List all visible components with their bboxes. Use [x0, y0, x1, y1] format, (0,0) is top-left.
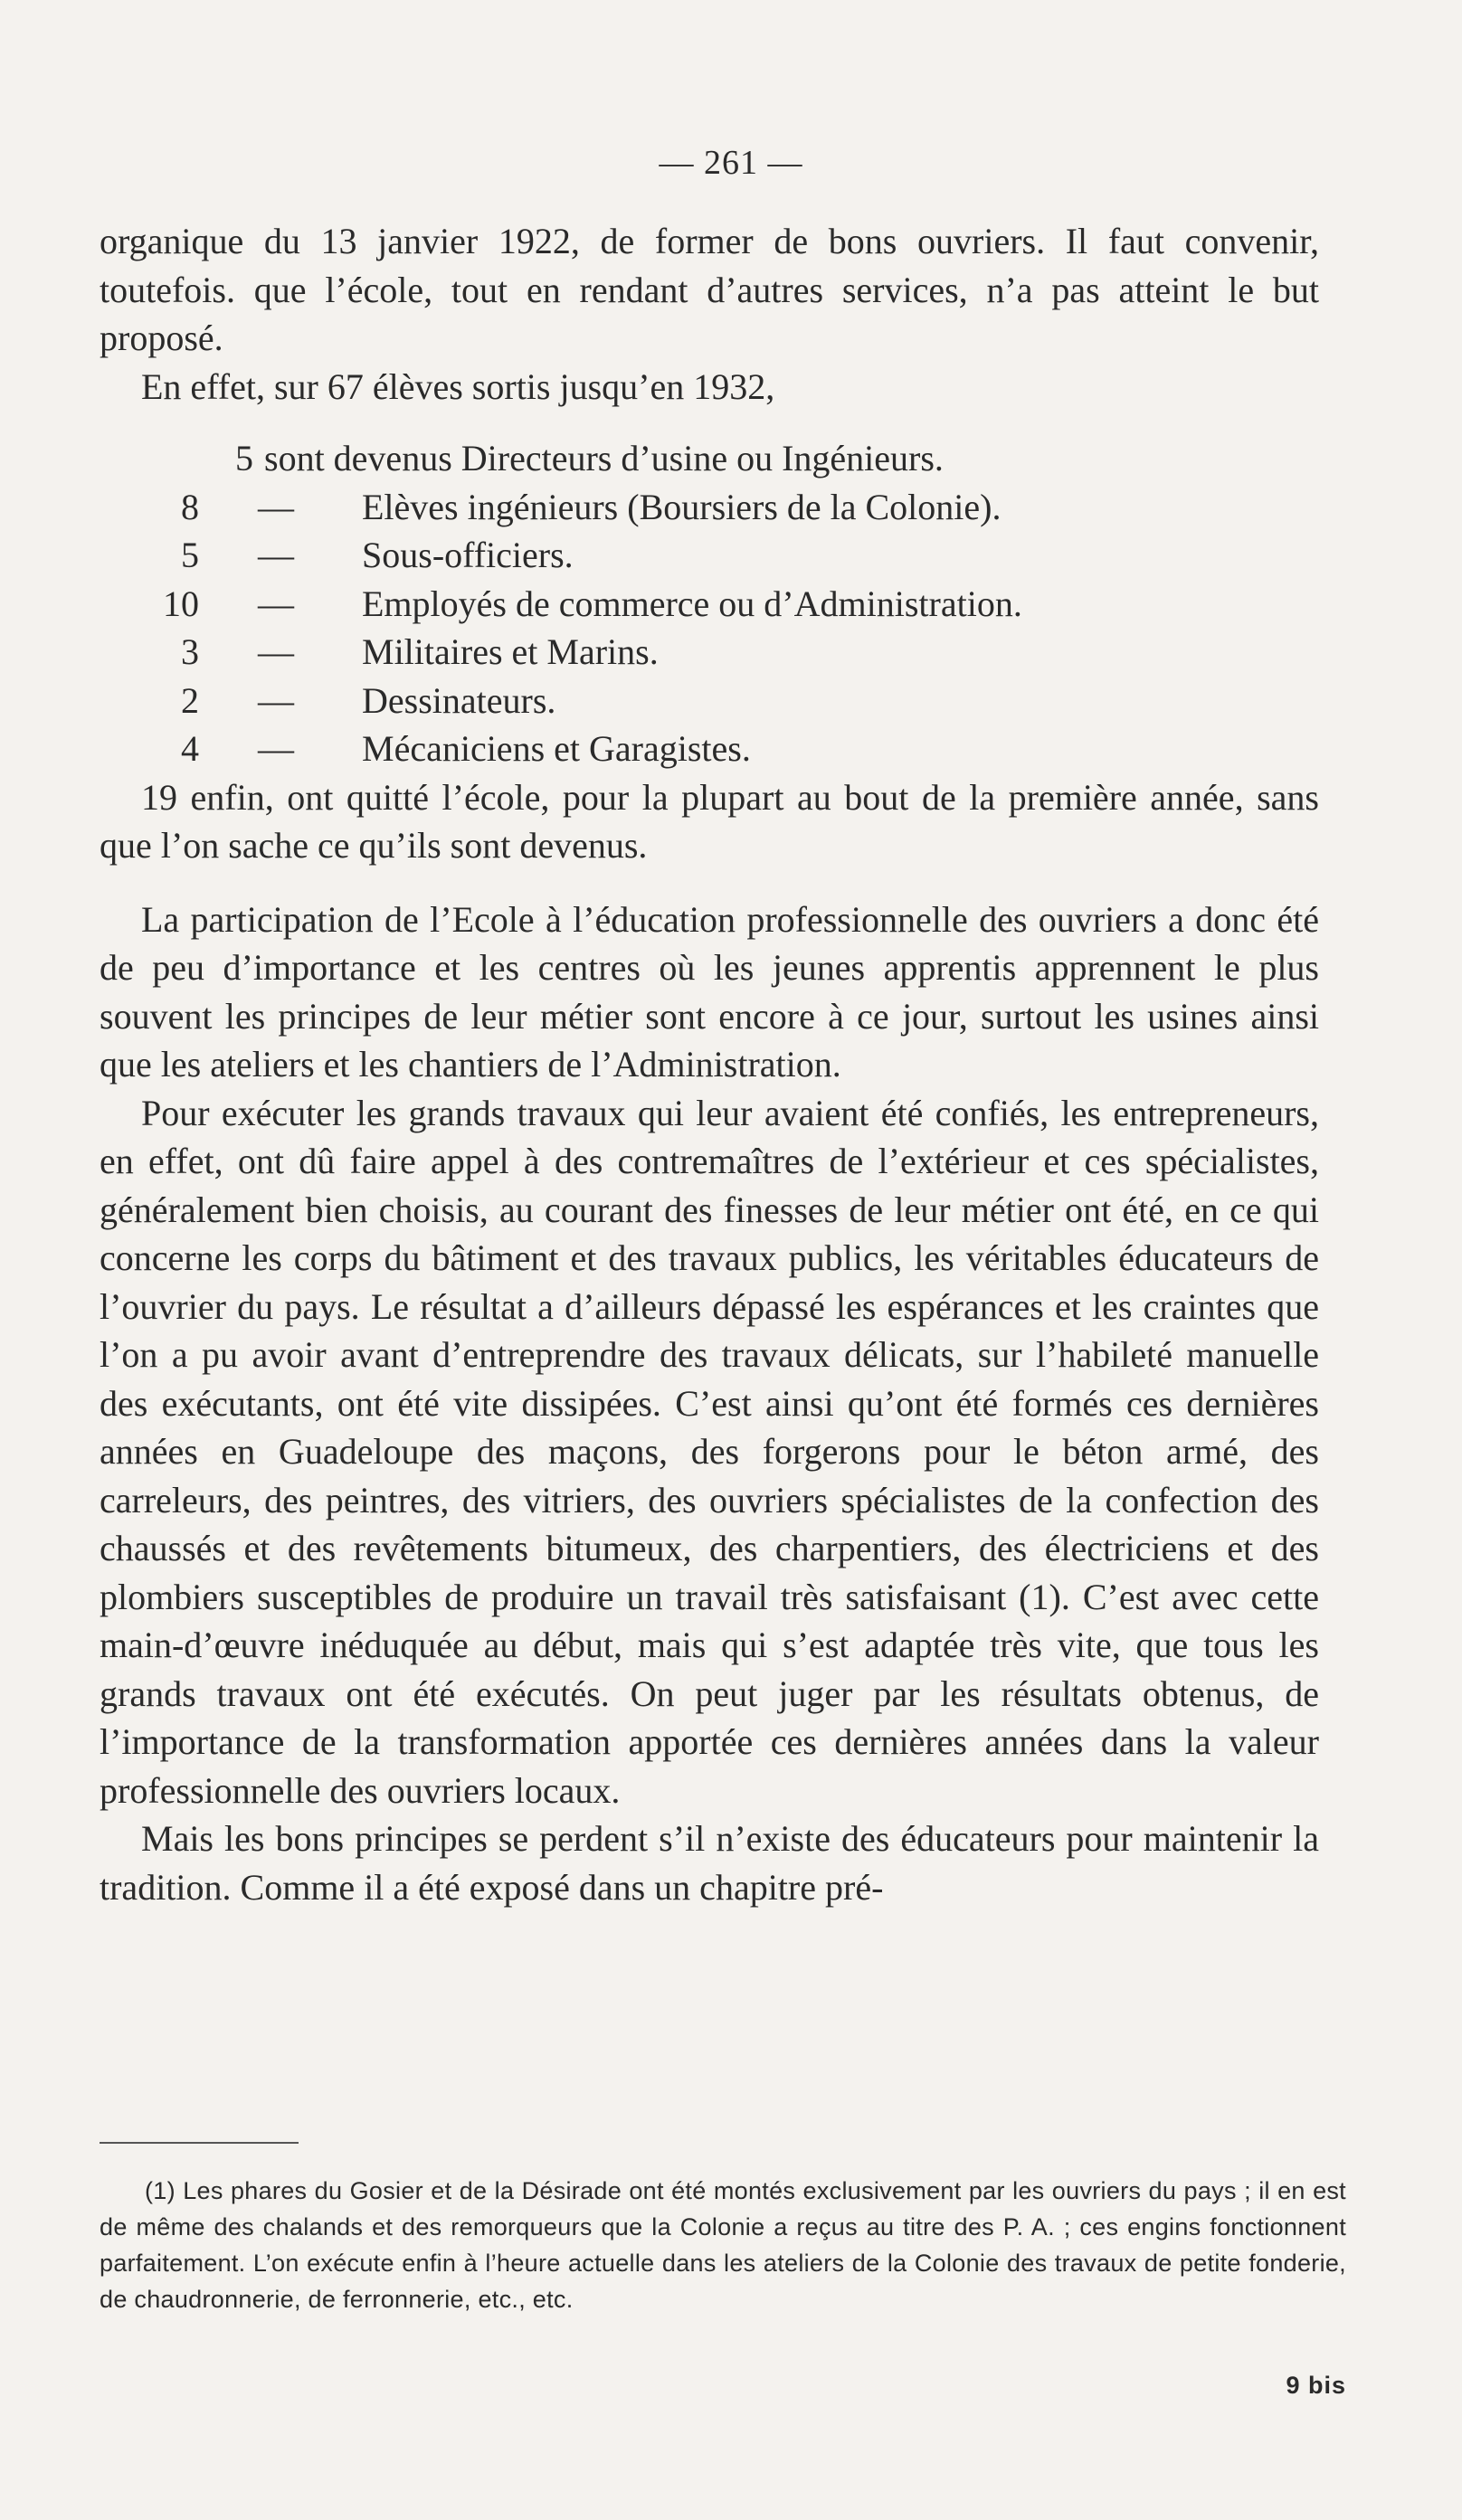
list-count: 5: [181, 535, 199, 575]
list-dash: —: [258, 486, 294, 527]
list-item: [100, 580, 1319, 629]
paragraph-3: 19 enfin, ont quitté l’école, pour la plupart au bout de la première année, sans que l’on sache ce qu’ils sont devenus.: [100, 776, 1319, 866]
list-label: Dessinateurs.: [362, 679, 556, 721]
footnote-divider: [100, 2142, 299, 2144]
signature-mark: 9 bis: [1286, 2372, 1346, 2399]
page-number: — 261 —: [659, 144, 803, 182]
paragraph-4: La participation de l’Ecole à l’éducation professionnelle des ouvriers a donc été de peu d’importance et les centres où les jeunes apprentis apprennent le plus souvent les principes de leur métier sont encore à ce jour, surtout les usines ainsi que les ateliers et les chantiers de l’Administration.: [100, 898, 1319, 1085]
list-count: 8: [181, 486, 199, 527]
list-label: Sous-officiers.: [362, 535, 574, 575]
list-count: 3: [181, 631, 199, 672]
paragraph-2: En effet, sur 67 élèves sortis jusqu’en 1932,: [141, 365, 775, 407]
list-label: Mécaniciens et Garagistes.: [362, 728, 751, 769]
list-item: [100, 725, 1319, 773]
footnote-text: (1) Les phares du Gosier et de la Désirade ont été montés exclusivement par les ouvriers du pays ; il en est de même des chalands et des remorqueurs que la Colonie a reçus au titre des P. A. ; ces engins fonctionnent parfaitement. L’on exécute enfin à l’heure actuelle dans les ateliers de la Colonie des travaux de petite fonderie, de chaudronnerie, de ferronnerie, etc., etc.: [100, 2177, 1346, 2313]
list-item: [100, 434, 1319, 483]
list-dash: —: [258, 535, 294, 575]
list-item: [100, 677, 1319, 725]
list-item: [100, 483, 1319, 532]
list-label: Elèves ingénieurs (Boursiers de la Colonie).: [362, 486, 1002, 527]
list-dash: —: [258, 679, 294, 721]
footnote: [100, 2173, 1346, 2317]
list-count: 5: [235, 438, 253, 478]
list-dash: —: [258, 631, 294, 672]
paragraph-5: Pour exécuter les grands travaux qui leur avaient été confiés, les entrepreneurs, en effet, ont dû faire appel à des contremaîtres de l’extérieur et ces spécialistes, généralement bien choisis, au courant des finesses de leur métier ont été, en ce qui concerne les corps du bâtiment et des travaux publics, les véritables éducateurs de l’ouvrier du pays. Le résultat a d’ailleurs dépassé les espérances et les craintes que l’on a pu avoir avant d’entreprendre des travaux délicats, sur l’habileté manuelle des exécutants, ont été vite dissipées. C’est ainsi qu’ont été formés ces dernières années en Guadeloupe des maçons, des forgerons pour le béton armé, des carreleurs, des peintres, des vitriers, des ouvriers spécialistes de la confection des chaussés et des revêtements bitumeux, des charpentiers, des électriciens et des plombiers susceptibles de produire un travail très satisfaisant (1). C’est avec cette main-d’œuvre inéduquée au début, mais qui s’est adaptée très vite, que tous les grands travaux ont été exécutés. On peut juger par les résultats obtenus, de l’importance de la transformation apportée ces dernières années dans la valeur professionnelle des ouvriers locaux.: [100, 1092, 1319, 1811]
graduates-list: [100, 434, 1319, 773]
list-dash: —: [258, 583, 294, 624]
list-count: 2: [181, 679, 199, 721]
list-label: sont devenus Directeurs d’usine ou Ingénieurs.: [264, 438, 944, 478]
paragraph-1: organique du 13 janvier 1922, de former de bons ouvriers. Il faut convenir, toutefois. que l’école, tout en rendant d’autres services, n’a pas atteint le but proposé.: [100, 221, 1319, 358]
list-item: [100, 531, 1319, 580]
list-label: Employés de commerce ou d’Administration.: [362, 583, 1022, 624]
list-item: [100, 628, 1319, 677]
list-dash: —: [258, 728, 294, 769]
main-text: [100, 217, 1319, 1911]
list-count: 4: [181, 728, 199, 769]
list-count: 10: [163, 583, 199, 624]
paragraph-6: Mais les bons principes se perdent s’il n’existe des éducateurs pour maintenir la tradition. Comme il a été exposé dans un chapitre pré-: [100, 1818, 1319, 1908]
list-label: Militaires et Marins.: [362, 631, 659, 672]
